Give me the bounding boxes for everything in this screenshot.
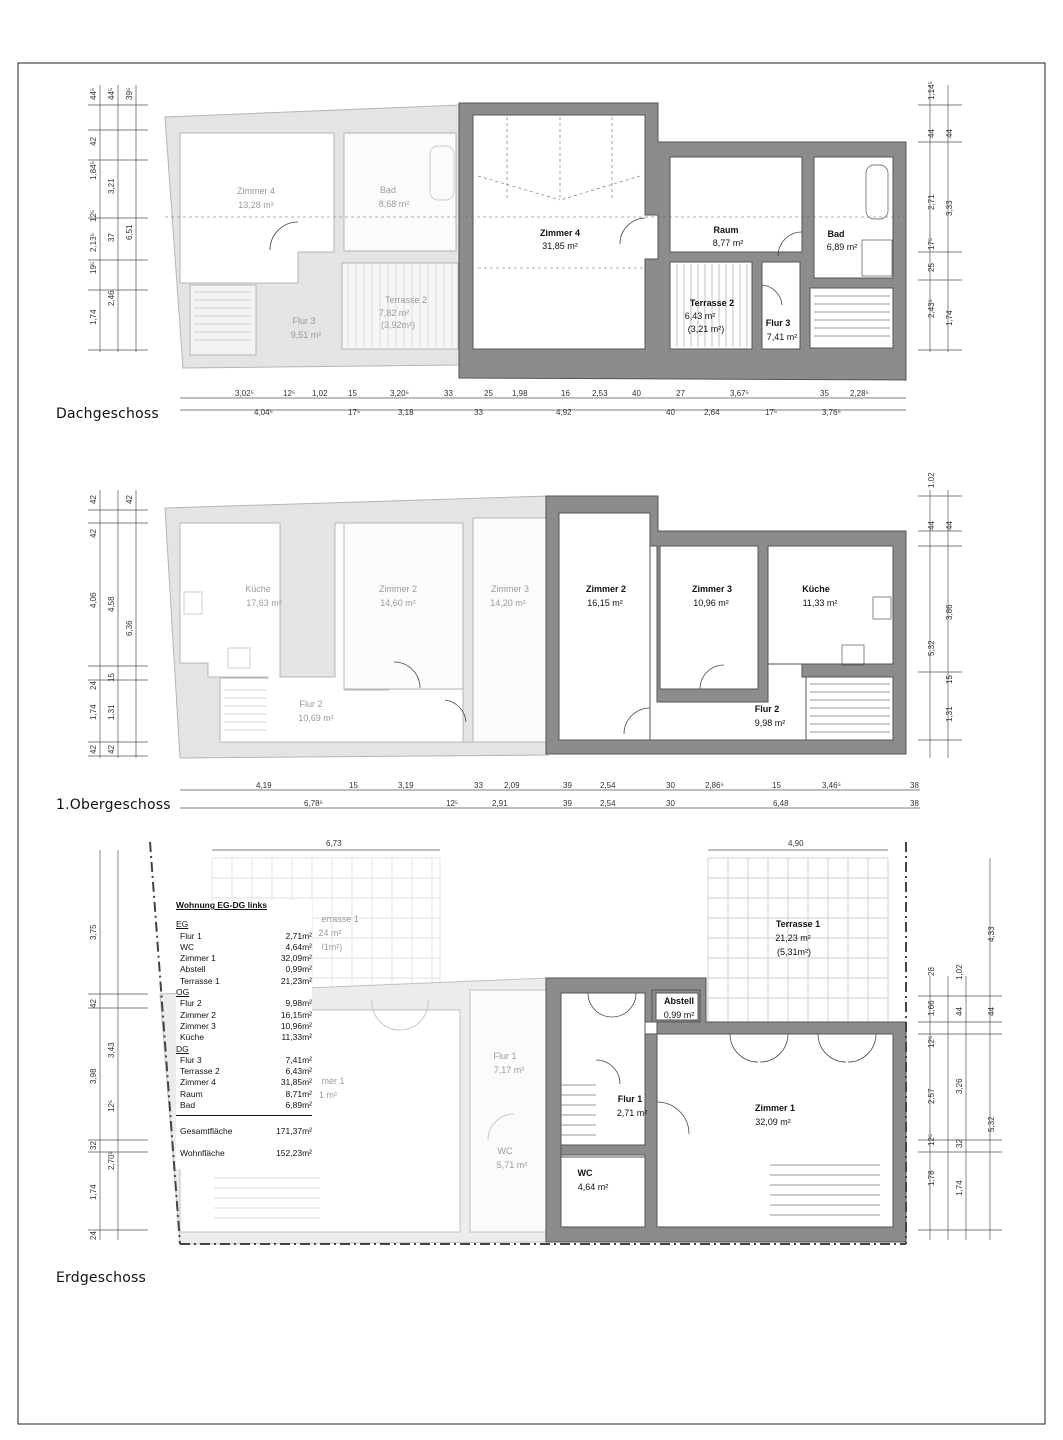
legend-row xyxy=(176,1089,312,1100)
eg-dim-top-left: 6,73 xyxy=(326,839,342,848)
dg-dim-r1-4: 25 xyxy=(927,263,936,272)
og-right-room-1-name: Zimmer 3 xyxy=(691,584,733,594)
dg-right-room-4-area: 7,41 m² xyxy=(766,332,798,342)
og-right-room-1-area: 10,96 m² xyxy=(693,598,729,608)
legend-row-name: Küche xyxy=(180,1032,205,1043)
eg-dim-l2-0: 3,43 xyxy=(107,1042,116,1058)
og-dim-l1-1: 42 xyxy=(89,529,98,538)
eg-dim-l1-1: 42 xyxy=(89,999,98,1008)
legend-section-dg: DG xyxy=(176,1043,189,1054)
legend-row-name: Bad xyxy=(180,1100,196,1111)
dg-dim-l2-3: 2,46 xyxy=(107,290,116,306)
dg-dim-r1-3: 17⁵ xyxy=(927,237,936,250)
og-dim-b1-8: 2,86⁵ xyxy=(705,781,724,790)
dg-dim-b1-2: 1,02 xyxy=(312,389,328,398)
og-dim-b2-0: 6,78⁵ xyxy=(304,799,323,808)
dg-left-room-3-name: Terrasse 2 xyxy=(384,295,428,305)
dg-dim-r2-0: 44 xyxy=(945,129,954,138)
og-dim-l2-2: 1,31 xyxy=(107,704,116,720)
og-dim-b2-5: 30 xyxy=(666,799,675,808)
eg-dim-r2-0: 1,02 xyxy=(955,964,964,980)
og-dim-b2-1: 12⁵ xyxy=(446,799,459,808)
dg-dim-b1-3: 15 xyxy=(348,389,357,398)
dg-left-room-1-area: 8,68 m² xyxy=(378,199,410,209)
eg-dim-top-right: 4,90 xyxy=(788,839,804,848)
dg-right-room-4-name: Flur 3 xyxy=(765,318,791,328)
dg-dim-b1-11: 27 xyxy=(676,389,685,398)
legend-row xyxy=(176,1100,312,1111)
dg-dim-b2-6: 2,64 xyxy=(704,408,720,417)
og-dim-r2-0: 44 xyxy=(945,521,954,530)
area-legend xyxy=(176,900,312,1169)
eg-left-room-3-name: WC xyxy=(497,1146,513,1156)
eg-dim-r1-3: 2,57 xyxy=(927,1088,936,1104)
legend-row-name: Zimmer 4 xyxy=(180,1077,216,1088)
dg-dim-l1-4: 2,13⁵ xyxy=(89,233,98,252)
og-right-room-2-name: Küche xyxy=(802,584,830,594)
dg-dim-b2-1: 17⁵ xyxy=(348,408,361,417)
dg-dim-r2-1: 3,33 xyxy=(945,200,954,216)
eg-right-room-2-name: Flur 1 xyxy=(617,1094,643,1104)
og-dim-r1-2: 5,32 xyxy=(927,640,936,656)
legend-row-value: 4,64m² xyxy=(285,941,312,952)
og-dim-b1-6: 2,54 xyxy=(600,781,616,790)
dg-dim-b1-7: 1,98 xyxy=(512,389,528,398)
dg-dim-b2-4: 4,92 xyxy=(556,408,572,417)
legend-row xyxy=(176,998,312,1009)
floor-title-obergeschoss: 1.Obergeschoss xyxy=(56,797,171,813)
eg-right-room-0-area: 21,23 m² xyxy=(775,933,811,943)
legend-divider xyxy=(176,1115,312,1116)
dg-dim-l1-0: 44⁵ xyxy=(89,87,98,100)
legend-section-eg: EG xyxy=(176,919,189,930)
dg-right-room-1-name: Raum xyxy=(713,225,739,235)
eg-left-room-2-area: 7,17 m² xyxy=(493,1065,525,1075)
og-dim-l2-1: 15 xyxy=(107,673,116,682)
dg-right-room-0-name: Zimmer 4 xyxy=(539,228,581,238)
og-dims-bottom-row-1 xyxy=(256,781,919,790)
dg-right-room-3-area: 6,43 m² xyxy=(684,311,716,321)
og-dim-l1-4: 1,74 xyxy=(89,704,98,720)
og-right-room-3-area: 9,98 m² xyxy=(754,718,786,728)
eg-dim-r3-2: 5,32 xyxy=(987,1116,996,1132)
legend-row-value: 11,33m² xyxy=(281,1032,312,1043)
eg-left-stairs xyxy=(214,1178,320,1218)
legend-row xyxy=(176,953,312,964)
dg-dims-right xyxy=(927,81,954,326)
legend-row-name: Terrasse 2 xyxy=(180,1066,220,1077)
legend-row-name: Flur 3 xyxy=(180,1054,202,1065)
legend-row-value: 7,41m² xyxy=(285,1054,312,1065)
og-left-room-0-name: Küche xyxy=(245,584,271,594)
eg-right-room-0-name: Terrasse 1 xyxy=(775,919,821,929)
eg-dim-r2-3: 32 xyxy=(955,1139,964,1148)
dg-dim-b1-6: 25 xyxy=(484,389,493,398)
og-right-room-0-name: Zimmer 2 xyxy=(585,584,627,594)
eg-right-room-2-area: 2,71 m² xyxy=(616,1108,648,1118)
legend-title: Wohnung EG-DG links xyxy=(176,900,267,910)
eg-dim-r1-2: 12⁵ xyxy=(927,1035,936,1048)
og-dim-b1-1: 15 xyxy=(349,781,358,790)
plan-obergeschoss xyxy=(165,496,906,758)
og-dim-l3-0: 42 xyxy=(125,495,134,504)
og-dim-r2-3: 1,31 xyxy=(945,706,954,722)
dg-dims-left xyxy=(89,88,134,325)
og-left-stairs xyxy=(224,690,266,730)
eg-dim-l1-0: 3,75 xyxy=(89,924,98,940)
legend-row-name: Flur 2 xyxy=(180,998,202,1009)
dg-dim-b1-4: 3,20⁵ xyxy=(390,389,409,398)
dg-dim-b2-8: 3,76⁵ xyxy=(822,408,841,417)
eg-dim-l1-2: 3,98 xyxy=(89,1068,98,1084)
dg-dim-b1-9: 2,53 xyxy=(592,389,608,398)
eg-dims-left xyxy=(89,924,116,1240)
legend-total-wohn xyxy=(176,1148,312,1159)
eg-dim-l1-4: 32 xyxy=(89,1141,98,1150)
eg-right-room-1-area: 0,99 m² xyxy=(663,1010,695,1020)
dg-left-room-2-name: Flur 3 xyxy=(292,316,316,326)
og-dim-b1-9: 15 xyxy=(772,781,781,790)
eg-dim-r2-4: 1,74 xyxy=(955,1180,964,1196)
og-right-room-3-name: Flur 2 xyxy=(754,704,780,714)
dg-right-room-1-area: 8,77 m² xyxy=(712,238,744,248)
legend-section-og: OG xyxy=(176,987,190,998)
dg-dim-r2-2: 1,74 xyxy=(945,310,954,326)
legend-row-name: Zimmer 3 xyxy=(180,1020,216,1031)
dg-dim-b1-12: 3,67⁵ xyxy=(730,389,749,398)
eg-right-room-3-name: Zimmer 1 xyxy=(754,1103,796,1113)
dg-dim-b1-8: 16 xyxy=(561,389,570,398)
legend-row-value: 16,15m² xyxy=(280,1009,312,1020)
legend-row-name: Terrasse 1 xyxy=(180,975,220,986)
legend-row xyxy=(176,1055,312,1066)
legend-row-value: 31,85m² xyxy=(280,1077,312,1088)
dg-left-room-3-extra: (3,92m²) xyxy=(380,320,416,330)
legend-row xyxy=(176,1032,312,1043)
legend-row-value: 0,99m² xyxy=(285,964,312,975)
floor-title-erdgeschoss: Erdgeschoss xyxy=(56,1270,146,1286)
og-dim-b1-7: 30 xyxy=(666,781,675,790)
og-dim-l3-1: 6,36 xyxy=(125,620,134,636)
dg-dim-r1-0: 1,14⁵ xyxy=(927,81,936,100)
og-dim-b2-3: 39 xyxy=(563,799,572,808)
og-dim-b1-3: 33 xyxy=(474,781,483,790)
dg-right-room-3-name: Terrasse 2 xyxy=(689,298,735,308)
og-dim-b2-4: 2,54 xyxy=(600,799,616,808)
dg-dim-b2-7: 17⁵ xyxy=(765,408,778,417)
dg-dim-l3-0: 39⁵ xyxy=(125,87,134,100)
dg-dim-l2-1: 3,21 xyxy=(107,178,116,194)
og-dim-b2-7: 38 xyxy=(910,799,919,808)
eg-dim-r1-5: 1,78 xyxy=(927,1170,936,1186)
og-dim-b2-2: 2,91 xyxy=(492,799,508,808)
og-dim-l1-0: 42 xyxy=(89,495,98,504)
legend-row xyxy=(176,1010,312,1021)
legend-row xyxy=(176,976,312,987)
og-dim-l1-5: 42 xyxy=(89,745,98,754)
legend-total-value: 171,37m² xyxy=(276,1126,312,1137)
eg-right-room-4-name: WC xyxy=(577,1168,593,1178)
eg-left-room-1-area: 1 m² xyxy=(319,1090,337,1100)
og-dims-bottom-row-2 xyxy=(304,799,919,808)
dg-dims-bottom-row-1 xyxy=(235,389,869,398)
dg-dim-b2-5: 40 xyxy=(666,408,675,417)
dg-left-room-0-area: 13,28 m² xyxy=(238,200,274,210)
legend-row-name: Flur 1 xyxy=(180,930,202,941)
legend-row xyxy=(176,1021,312,1032)
eg-dim-l1-3: 12⁵ xyxy=(107,1099,116,1112)
og-right-room-2-area: 11,33 m² xyxy=(802,598,838,608)
dg-dim-l1-1: 42 xyxy=(89,137,98,146)
legend-row xyxy=(176,964,312,975)
dg-right-room-3-extra: (3,21 m²) xyxy=(687,324,725,334)
legend-row-name: Abstell xyxy=(180,964,206,975)
og-dim-b1-0: 4,19 xyxy=(256,781,272,790)
eg-left-room-2-name: Flur 1 xyxy=(493,1051,517,1061)
dg-left-room-0-name: Zimmer 4 xyxy=(237,186,275,196)
eg-right-room-1-name: Abstell xyxy=(663,996,695,1006)
floor-title-dachgeschoss: Dachgeschoss xyxy=(56,406,159,422)
legend-row-value: 6,89m² xyxy=(285,1100,312,1111)
dg-left-room-2-area: 9,51 m² xyxy=(290,330,322,340)
dg-dims-bottom-row-2 xyxy=(254,408,841,417)
eg-dim-r2-1: 44 xyxy=(955,1007,964,1016)
dg-dim-b1-13: 35 xyxy=(820,389,829,398)
dg-left-unit xyxy=(165,105,460,368)
legend-total-value: 152,23m² xyxy=(276,1147,312,1158)
og-dim-b1-10: 3,46⁵ xyxy=(822,781,841,790)
eg-left-room-0-area: 24 m² xyxy=(318,928,342,938)
dg-left-room-3-area: 7,82 m² xyxy=(378,308,410,318)
og-dim-b1-4: 2,09 xyxy=(504,781,520,790)
legend-total-name: Gesamtfläche xyxy=(180,1126,233,1137)
eg-dim-r1-1: 1,66 xyxy=(927,1000,936,1016)
og-left-room-3-name: Flur 2 xyxy=(299,699,323,709)
eg-dim-r1-0: 28 xyxy=(927,967,936,976)
legend-row-name: WC xyxy=(180,941,195,952)
eg-right-room-3-area: 32,09 m² xyxy=(755,1117,791,1127)
dg-dim-b2-0: 4,04⁵ xyxy=(254,408,273,417)
dg-dim-b2-2: 3,18 xyxy=(398,408,414,417)
og-left-room-1-name: Zimmer 2 xyxy=(379,584,417,594)
dg-dim-l1-3: 12⁵ xyxy=(89,209,98,222)
eg-right-room-4-area: 4,64 m² xyxy=(577,1182,609,1192)
eg-dim-l2-1: 2,70⁵ xyxy=(107,1151,116,1170)
og-left-room-0-area: 17,63 m² xyxy=(246,598,282,608)
legend-row xyxy=(176,931,312,942)
og-dim-r2-1: 3,86 xyxy=(945,604,954,620)
legend-total-gesamt xyxy=(176,1126,312,1137)
eg-right-room-0-extra: (5,31m²) xyxy=(776,947,812,957)
og-dim-l2-3: 42 xyxy=(107,745,116,754)
legend-row xyxy=(176,1077,312,1088)
dg-right-room-0-area: 31,85 m² xyxy=(542,241,578,251)
dg-left-room-1-name: Bad xyxy=(379,185,397,195)
og-dim-r1-0: 1,02 xyxy=(927,472,936,488)
eg-dim-r2-2: 3,26 xyxy=(955,1078,964,1094)
dg-dim-l2-2: 37 xyxy=(107,233,116,242)
og-dim-b1-11: 38 xyxy=(910,781,919,790)
legend-row-value: 32,09m² xyxy=(280,953,312,964)
eg-left-room-0-extra: l1m²) xyxy=(321,942,343,952)
eg-dim-l1-6: 24 xyxy=(89,1231,98,1240)
eg-dim-r3-0: 4,33 xyxy=(987,926,996,942)
dg-dim-l2-0: 44⁵ xyxy=(107,87,116,100)
legend-row-value: 6,43m² xyxy=(285,1066,312,1077)
legend-total-name: Wohnfläche xyxy=(180,1147,225,1158)
eg-dim-r1-4: 12⁵ xyxy=(927,1133,936,1146)
eg-dim-r3-1: 44 xyxy=(987,1007,996,1016)
eg-left-room-3-area: 5,71 m² xyxy=(496,1160,528,1170)
legend-row-value: 9,98m² xyxy=(285,998,312,1009)
legend-row-value: 8,71m² xyxy=(285,1088,312,1099)
dg-dim-l1-6: 1,74 xyxy=(89,309,98,325)
dg-right-room-2-name: Bad xyxy=(827,229,845,239)
eg-dim-l1-5: 1,74 xyxy=(89,1184,98,1200)
og-dim-l2-0: 4,58 xyxy=(107,596,116,612)
dg-roof-lines xyxy=(165,117,906,268)
og-dims-right xyxy=(927,472,954,722)
dg-dim-r1-1: 44 xyxy=(927,129,936,138)
eg-dims-right xyxy=(927,926,996,1196)
eg-left-room-0-name: errasse 1 xyxy=(321,914,359,924)
dg-dim-b1-0: 3,02⁵ xyxy=(235,389,254,398)
og-right-room-0-area: 16,15 m² xyxy=(587,598,623,608)
og-dims-left xyxy=(89,495,134,754)
og-dim-l1-3: 24 xyxy=(89,681,98,690)
legend-row xyxy=(176,942,312,953)
dg-dim-b1-1: 12⁵ xyxy=(283,389,296,398)
dg-dim-l1-5: 19⁵ xyxy=(89,261,98,274)
og-dim-r2-2: 15 xyxy=(945,675,954,684)
og-right-partitions xyxy=(559,513,893,740)
legend-row-name: Zimmer 2 xyxy=(180,1009,216,1020)
og-dim-b1-2: 3,19 xyxy=(398,781,414,790)
legend-row-value: 2,71m² xyxy=(285,930,312,941)
og-dim-b1-5: 39 xyxy=(563,781,572,790)
legend-row-name: Raum xyxy=(180,1088,203,1099)
legend-row-name: Zimmer 1 xyxy=(180,953,216,964)
dg-right-stairs xyxy=(814,296,890,336)
og-dim-l1-2: 4,06 xyxy=(89,592,98,608)
og-left-unit xyxy=(165,496,548,758)
dg-dim-b1-10: 40 xyxy=(632,389,641,398)
dg-dim-b2-3: 33 xyxy=(474,408,483,417)
dg-dim-l3-1: 6,51 xyxy=(125,224,134,240)
dg-dim-b1-14: 2,28⁵ xyxy=(850,389,869,398)
legend-row-value: 21,23m² xyxy=(280,975,312,986)
og-dim-b2-6: 6,48 xyxy=(773,799,789,808)
og-left-room-2-name: Zimmer 3 xyxy=(491,584,529,594)
dg-dim-b1-5: 33 xyxy=(444,389,453,398)
og-left-room-1-area: 14,60 m² xyxy=(380,598,416,608)
dg-dim-l1-2: 1,84⁵ xyxy=(89,161,98,180)
og-left-room-3-area: 10,69 m² xyxy=(298,713,334,723)
legend-row xyxy=(176,1066,312,1077)
og-left-room-2-area: 14,20 m² xyxy=(490,598,526,608)
legend-row-value: 10,96m² xyxy=(280,1020,312,1031)
dg-dim-r1-5: 2,43⁵ xyxy=(927,299,936,318)
eg-dims-top xyxy=(326,839,804,848)
dg-right-room-2-area: 6,89 m² xyxy=(826,242,858,252)
eg-left-room-1-name: mer 1 xyxy=(321,1076,345,1086)
dg-dim-r1-2: 2,71 xyxy=(927,194,936,210)
og-dim-r1-1: 44 xyxy=(927,521,936,530)
